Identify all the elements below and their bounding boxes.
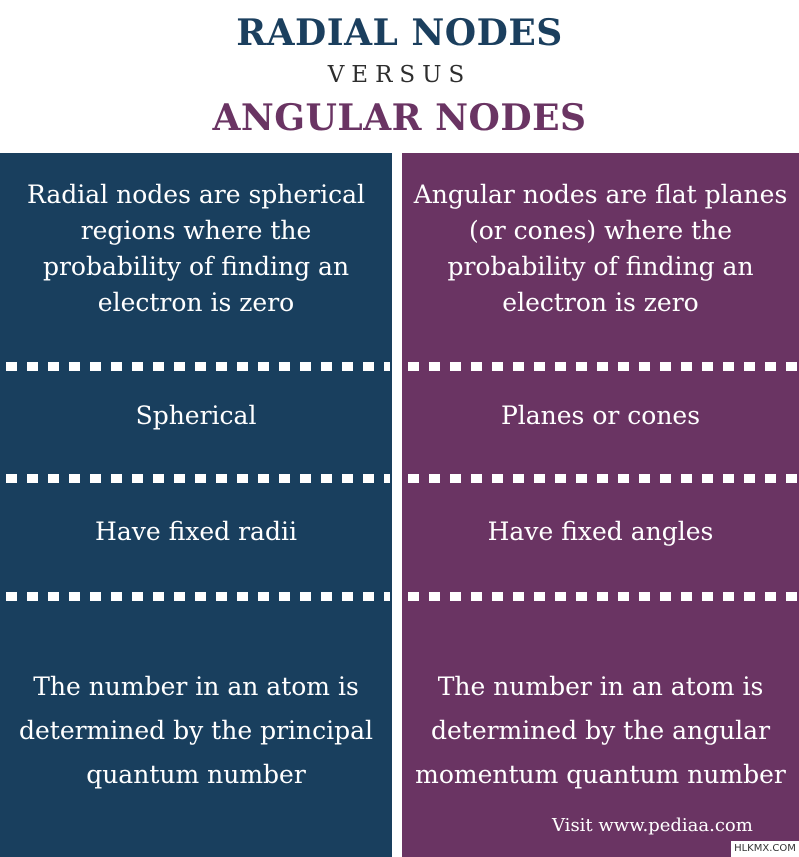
column-separator — [392, 153, 402, 857]
dotted-divider — [6, 474, 390, 483]
angular-shape: Planes or cones — [500, 400, 701, 430]
dotted-divider — [6, 362, 390, 371]
dotted-divider — [408, 474, 799, 483]
title-radial-nodes: RADIAL NODES — [236, 12, 563, 54]
title-angular-nodes: ANGULAR NODES — [212, 97, 587, 139]
radial-nodes-column — [0, 153, 392, 857]
source-credit: Visit www.pediaa.com — [552, 815, 753, 836]
dotted-divider — [6, 592, 390, 601]
dotted-divider — [408, 592, 799, 601]
radial-definition: Radial nodes are spherical regions where the probability of finding an electron is zero — [26, 180, 366, 317]
angular-nodes-column — [402, 153, 799, 857]
radial-shape: Spherical — [135, 400, 257, 430]
angular-count-determination: The number in an atom is determined by the angular momentum quantum number — [415, 671, 786, 789]
angular-fixed-property: Have fixed angles — [487, 516, 714, 546]
header — [0, 0, 799, 153]
angular-definition: Angular nodes are flat planes (or cones) where the probability of finding an electron is zero — [413, 180, 788, 317]
radial-fixed-property: Have fixed radii — [95, 516, 297, 546]
dotted-divider — [408, 362, 799, 371]
watermark: HLKMX.COM — [731, 841, 799, 857]
versus-label: VERSUS — [327, 62, 472, 88]
radial-count-determination: The number in an atom is determined by the principal quantum number — [18, 671, 374, 789]
